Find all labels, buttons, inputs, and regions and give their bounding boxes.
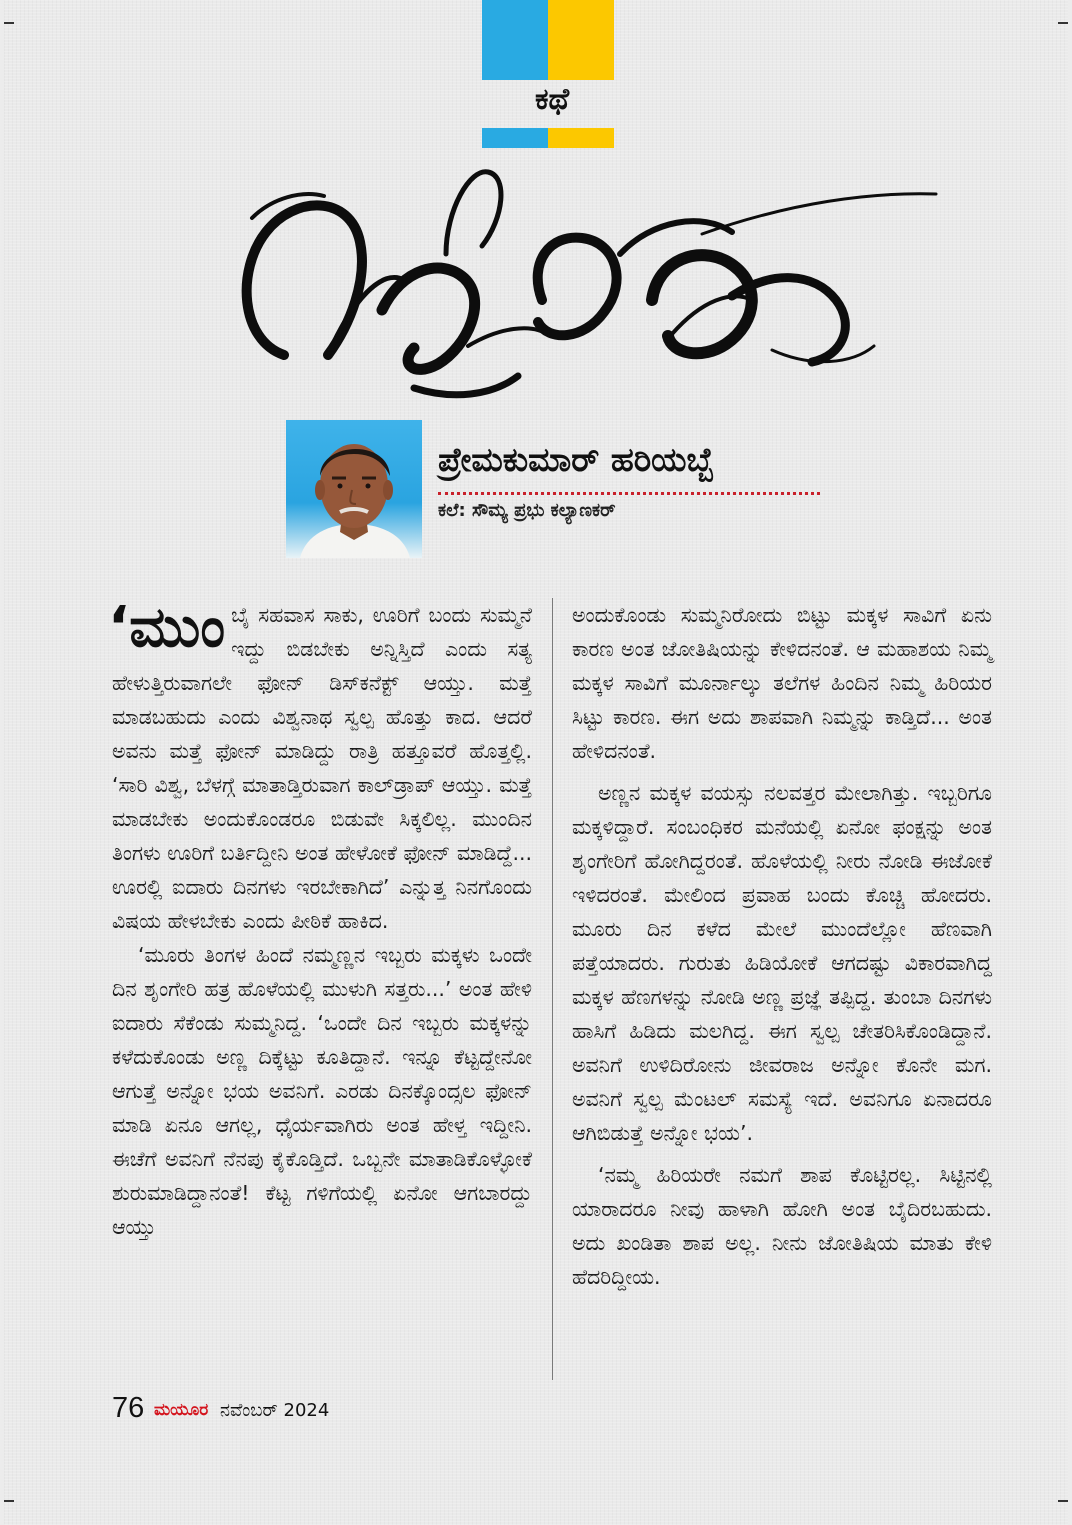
crop-mark <box>1058 1500 1068 1502</box>
section-label: ಕಥೆ <box>534 82 570 117</box>
paragraph: ‘ಮೂರು ತಿಂಗಳ ಹಿಂದೆ ನಮ್ಮಣ್ಣನ ಇಬ್ಬರು ಮಕ್ಕಳು ಒಂದೇ ದಿನ ಶೃಂಗೇರಿ ಹತ್ರ ಹೊಳೆಯಲ್ಲಿ ಮುಳುಗಿ ಸತ್ತರು...’ ಅಂತ ಹೇಳಿ ಐದಾರು ಸೆಕೆಂಡು ಸುಮ್ಮನಿದ್ದ. ‘ಒಂದೇ ದಿನ ಇಬ್ಬರು ಮಕ್ಕಳನ್ನು ಕಳೆದುಕೊಂಡು ಅಣ್ಣ ದಿಕ್ಕೆಟ್ಟು ಕೂತಿದ್ದಾನೆ. ಇನ್ನೂ ಕೆಟ್ಟದ್ದೇನೋ ಆಗುತ್ತೆ ಅನ್ನೋ ಭಯ ಅವನಿಗೆ. ಎರಡು ದಿನಕ್ಕೊಂದ್ಸಲ ಫೋನ್ ಮಾಡಿ ಏನೂ ಆಗಲ್ಲ, ಧೈರ್ಯವಾಗಿರು ಅಂತ ಹೇಳ್ತ ಇದ್ದೀನಿ. ಈಚೆಗೆ ಅವನಿಗೆ ನೆನಪು ಕೈಕೊಡ್ತಿದೆ. ಒಬ್ಬನೇ ಮಾತಾಡಿಕೊಳ್ಳೋಕೆ ಶುರುಮಾಡಿದ್ದಾನಂತೆ! ಕೆಟ್ಟ ಗಳಿಗೆಯಲ್ಲಿ ಏನೋ ಆಗಬಾರದ್ದು ಆಯ್ತು <box>112 943 532 1239</box>
section-bar-blue <box>482 128 548 148</box>
paragraph: ಅಣ್ಣನ ಮಕ್ಕಳ ವಯಸ್ಸು ನಲವತ್ತರ ಮೇಲಾಗಿತ್ತು. ಇಬ್ಬರಿಗೂ ಮಕ್ಕಳಿದ್ದಾರೆ. ಸಂಬಂಧಿಕರ ಮನೆಯಲ್ಲಿ ಏನೋ ಫಂಕ್ಷನ್ನು ಅಂತ ಶೃಂಗೇರಿಗೆ ಹೋಗಿದ್ದರಂತೆ. ಹೊಳೆಯಲ್ಲಿ ನೀರು ನೋಡಿ ಈಜೋಕೆ ಇಳಿದರಂತೆ. ಮೇಲಿಂದ ಪ್ರವಾಹ ಬಂದು ಕೊಚ್ಚಿ ಹೋದರು. ಮೂರು ದಿನ ಕಳೆದ ಮೇಲೆ ಮುಂದೆಲ್ಲೋ ಹೆಣವಾಗಿ ಪತ್ತೆಯಾದರು. ಗುರುತು ಹಿಡಿಯೋಕೆ ಆಗದಷ್ಟು ವಿಕಾರವಾಗಿದ್ದ ಮಕ್ಕಳ ಹೆಣಗಳನ್ನು ನೋಡಿ ಅಣ್ಣ ಪ್ರಜ್ಞೆ ತಪ್ಪಿದ್ದ. ತುಂಬಾ ದಿನಗಳು ಹಾಸಿಗೆ ಹಿಡಿದು ಮಲಗಿದ್ದ. ಈಗ ಸ್ವಲ್ಪ ಚೇತರಿಸಿಕೊಂಡಿದ್ದಾನೆ. ಅವನಿಗೆ ಉಳಿದಿರೋನು ಜೀವರಾಜ ಅನ್ನೋ ಕೊನೇ ಮಗ. ಅವನಿಗೆ ಸ್ವಲ್ಪ ಮೆಂಟಲ್ ಸಮಸ್ಯೆ ಇದೆ. ಅವನಿಗೂ ಏನಾದರೂ ಆಗಿಬಿಡುತ್ತೆ ಅನ್ನೋ ಭಯ’. <box>572 781 992 1145</box>
paragraph: ‘ನಮ್ಮ ಹಿರಿಯರೇ ನಮಗೆ ಶಾಪ ಕೊಟ್ಟಿರಲ್ಲ. ಸಿಟ್ಟಿನಲ್ಲಿ ಯಾರಾದರೂ ನೀವು ಹಾಳಾಗಿ ಹೋಗಿ ಅಂತ ಬೈದಿರಬಹುದು. ಅದು ಖಂಡಿತಾ ಶಾಪ ಅಲ್ಲ. ನೀನು ಜೋತಿಷಿಯ ಮಾತು ಕೇಳಿ ಹೆದರಿದ್ದೀಯ. <box>572 1163 992 1289</box>
paragraph <box>108 595 532 938</box>
paragraph: ಅಂದುಕೊಂಡು ಸುಮ್ಮನಿರೋದು ಬಿಟ್ಟು ಮಕ್ಕಳ ಸಾವಿಗೆ ಏನು ಕಾರಣ ಅಂತ ಜೋತಿಷಿಯನ್ನು ಕೇಳಿದನಂತೆ. ಆ ಮಹಾಶಯ ನಿಮ್ಮ ಮಕ್ಕಳ ಸಾವಿಗೆ ಮೂರ್ನಾಲ್ಕು ತಲೆಗಳ ಹಿಂದಿನ ನಿಮ್ಮ ಹಿರಿಯರ ಸಿಟ್ಟು ಕಾರಣ. ಈಗ ಅದು ಶಾಪವಾಗಿ ನಿಮ್ಮನ್ನು ಕಾಡ್ತಿದೆ... ಅಂತ ಹೇಳಿದನಂತೆ. <box>572 603 992 763</box>
drop-cap: ‘ಮುಂ <box>108 595 226 660</box>
section-block-yellow <box>548 0 614 80</box>
section-bar-yellow <box>548 128 614 148</box>
story-title-calligraphy <box>232 150 952 408</box>
crop-mark <box>4 1500 14 1502</box>
issue-date: ನವೆಂಬರ್ 2024 <box>220 1400 330 1421</box>
crop-mark <box>1058 22 1068 24</box>
column-divider <box>552 598 553 1380</box>
article-column-right <box>572 598 992 1294</box>
illustrator-credit: ಕಲೆ: ಸೌಮ್ಯ ಪ್ರಭು ಕಲ್ಯಾಣಕರ್ <box>438 500 616 521</box>
page-number: 76 <box>112 1392 145 1424</box>
author-photo <box>286 420 422 558</box>
crop-mark <box>4 22 14 24</box>
section-block-blue <box>482 0 548 80</box>
author-portrait-icon <box>286 420 422 558</box>
author-name: ಪ್ರೇಮಕುಮಾರ್ ಹರಿಯಬ್ಬೆ <box>438 440 715 479</box>
paragraph-text: ಬೈ ಸಹವಾಸ ಸಾಕು, ಊರಿಗೆ ಬಂದು ಸುಮ್ಮನೆ ಇದ್ದು ಬಿಡಬೇಕು ಅನ್ನಿಸ್ತಿದೆ ಎಂದು ಸತ್ಯ ಹೇಳುತ್ತಿರುವಾಗಲೇ ಫೋನ್ ಡಿಸ್‌ಕನೆಕ್ಟ್ ಆಯ್ತು. ಮತ್ತೆ ಮಾಡಬಹುದು ಎಂದು ವಿಶ್ವನಾಥ ಸ್ವಲ್ಪ ಹೊತ್ತು ಕಾದ. ಆದರೆ ಅವನು ಮತ್ತೆ ಫೋನ್ ಮಾಡಿದ್ದು ರಾತ್ರಿ ಹತ್ತೂವರೆ ಹೊತ್ತಲ್ಲಿ. ‘ಸಾರಿ ವಿಶ್ವ, ಬೆಳಗ್ಗೆ ಮಾತಾಡ್ತಿರುವಾಗ ಕಾಲ್‌ಡ್ರಾಪ್ ಆಯ್ತು. ಮತ್ತೆ ಮಾಡಬೇಕು ಅಂದುಕೊಂಡರೂ ಬಿಡುವೇ ಸಿಕ್ಕಲಿಲ್ಲ. ಮುಂದಿನ ತಿಂಗಳು ಊರಿಗೆ ಬರ್ತಿದ್ದೀನಿ ಅಂತ ಹೇಳೋಕೆ ಫೋನ್ ಮಾಡಿದ್ದೆ... ಊರಲ್ಲಿ ಐದಾರು ದಿನಗಳು ಇರಬೇಕಾಗಿದೆ’ ಎನ್ನುತ್ತ ನಿನಗೊಂದು ವಿಷಯ ಹೇಳಬೇಕು ಎಂದು ಪೀಠಿಕೆ ಹಾಕಿದ. <box>112 603 532 933</box>
magazine-page <box>4 0 1068 1525</box>
author-dotted-rule <box>438 492 820 495</box>
article-column-left <box>108 595 532 1244</box>
publication-name: ಮಯೂರ <box>154 1400 209 1420</box>
